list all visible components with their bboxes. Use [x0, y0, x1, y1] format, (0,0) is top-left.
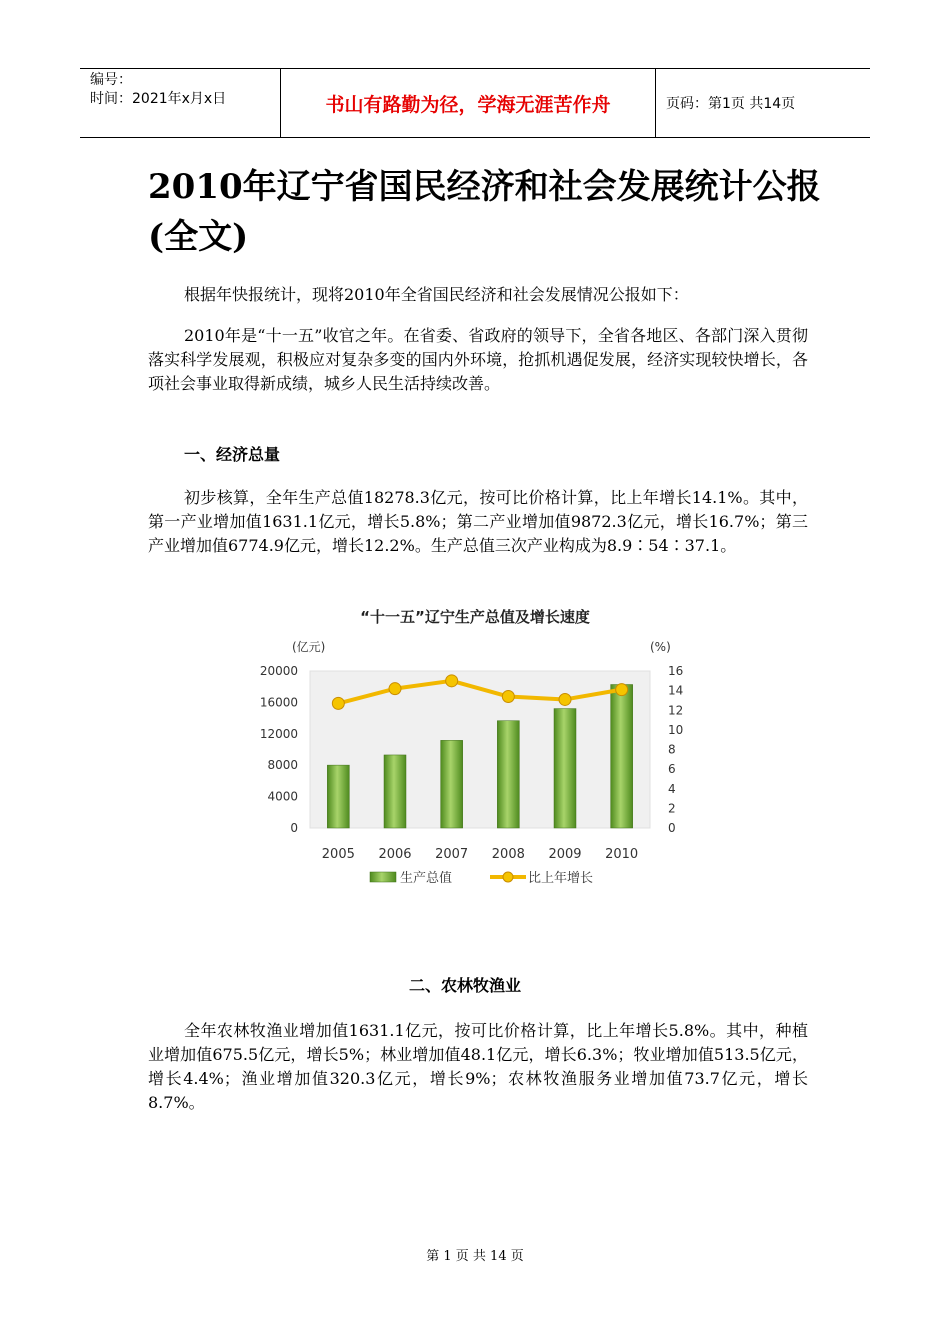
y-tick-label: 20000 — [259, 664, 298, 678]
intro-paragraph: 根据年快报统计，现将2010年全省国民经济和社会发展情况公报如下： — [184, 285, 689, 304]
y-tick-label: 8000 — [267, 758, 298, 773]
y-tick-label: 4000 — [267, 789, 298, 804]
page-footer: 第 1 页 共 14 页 — [426, 1249, 524, 1264]
gdp-chart-svg — [240, 598, 710, 898]
x-tick-label: 2010 — [605, 847, 639, 862]
legend-bar-swatch — [370, 872, 396, 882]
y2-tick-label: 14 — [668, 683, 684, 698]
gdp-bar — [611, 685, 633, 828]
y-tick-label: 12000 — [259, 726, 298, 741]
gdp-bar — [554, 709, 576, 828]
number-label: 编号： — [90, 72, 132, 88]
growth-point — [389, 683, 401, 695]
x-tick-label: 2005 — [321, 847, 355, 862]
x-tick-label: 2008 — [491, 847, 525, 862]
overview-paragraph: 2010年是“十一五”收官之年。在省委、省政府的领导下，全省各地区、各部门深入贯彻落实科学发展观，积极应对复杂多变的国内外环境，抢抓机遇促发展，经济实现较快增长，各项社会事业取得新成绩，城乡人民生活持续改善。 — [148, 326, 808, 393]
section2-paragraph: 全年农林牧渔业增加值1631.1亿元，按可比价格计算，比上年增长5.8%。其中，种植业增加值675.5亿元，增长5%；林业增加值48.1亿元，增长6.3%；牧业增加值513.5亿元，增长4.4%；渔业增加值320.3亿元，增长9%；农林牧渔服务业增加值73.7亿元，增长8.7%。 — [148, 1021, 808, 1112]
header-motto: 书山有路勤为径，学海无涯苦作舟 — [280, 69, 656, 137]
x-tick-label: 2006 — [378, 847, 412, 862]
y2-tick-label: 8 — [668, 742, 676, 757]
gdp-chart — [240, 598, 710, 898]
gdp-bar — [441, 740, 463, 828]
gdp-bar — [497, 721, 519, 828]
growth-point — [446, 675, 458, 687]
x-tick-label: 2009 — [548, 847, 582, 862]
gdp-bar — [384, 755, 406, 828]
header-meta — [80, 69, 280, 137]
y2-tick-label: 16 — [668, 664, 684, 678]
gdp-bar — [327, 765, 349, 828]
y2-tick-label: 10 — [668, 722, 684, 737]
y2-tick-label: 6 — [668, 762, 676, 777]
y2-tick-label: 2 — [668, 801, 676, 816]
growth-point — [502, 691, 514, 703]
x-tick-label: 2007 — [435, 847, 469, 862]
y-tick-label: 16000 — [259, 695, 298, 710]
y2-tick-label: 12 — [668, 703, 684, 718]
legend-line-label: 比上年增长 — [528, 871, 594, 886]
section1-heading: 一、经济总量 — [184, 445, 281, 464]
legend-line-marker — [503, 872, 513, 882]
growth-point — [616, 684, 628, 696]
section2-heading: 二、农林牧渔业 — [409, 976, 522, 995]
y2-axis-label: (%) — [650, 640, 671, 654]
chart-title: “十一五”辽宁生产总值及增长速度 — [360, 608, 590, 626]
document-title: 2010年辽宁省国民经济和社会发展统计公报(全文) — [148, 167, 821, 257]
header-page-info: 页码：第1页 共14页 — [666, 96, 796, 112]
growth-point — [332, 697, 344, 709]
legend-bar-label: 生产总值 — [400, 871, 453, 886]
time-label: 时间：2021年x月x日 — [90, 91, 227, 107]
growth-point — [559, 693, 571, 705]
header-table — [80, 68, 870, 138]
y-tick-label: 0 — [290, 821, 298, 835]
section1-paragraph: 初步核算，全年生产总值18278.3亿元，按可比价格计算，比上年增长14.1%。其中，第一产业增加值1631.1亿元，增长5.8%；第二产业增加值9872.3亿元，增长16.7%；第三产业增加值6774.9亿元，增长12.2%。生产总值三次产业构成为8.9∶54∶37.1。 — [148, 488, 808, 555]
y2-tick-label: 0 — [668, 821, 676, 835]
y2-tick-label: 4 — [668, 781, 676, 796]
y-axis-label: (亿元) — [292, 640, 326, 654]
